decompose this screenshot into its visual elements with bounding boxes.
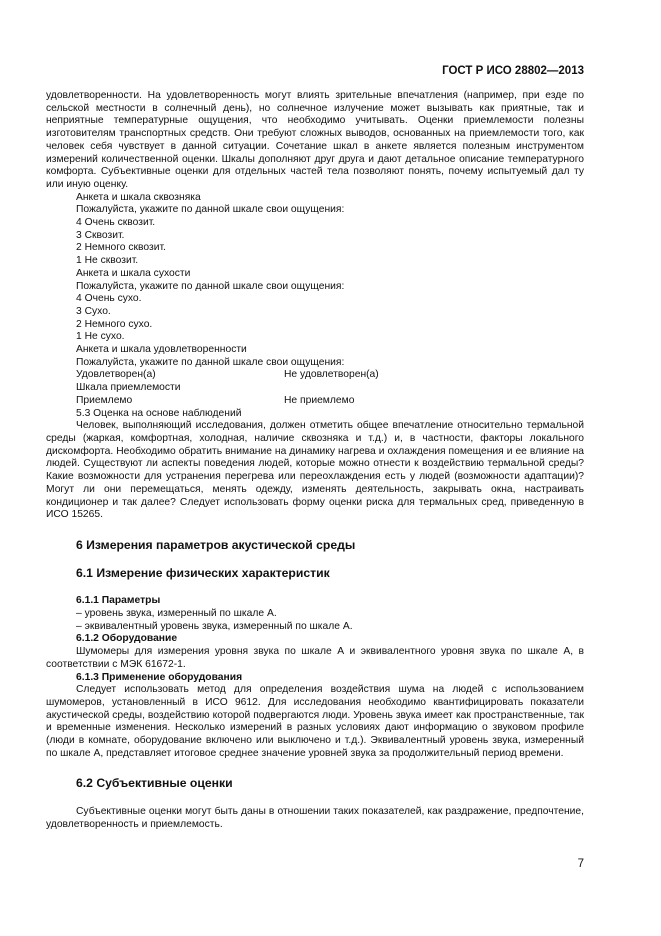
satisfaction-option-unsatisfied: Не удовлетворен(а) bbox=[284, 369, 379, 381]
satisfaction-scale-prompt: Пожалуйста, укажите по данной шкале свои ощущения: bbox=[76, 356, 345, 368]
dryness-scale-item: 4 Очень сухо. bbox=[76, 293, 142, 305]
draft-scale-item: 2 Немного сквозит. bbox=[76, 242, 166, 254]
section-6-2-heading: 6.2 Субъективные оценки bbox=[76, 776, 233, 791]
draft-scale-title: Анкета и шкала сквозняка bbox=[76, 191, 201, 203]
acceptability-option-unacceptable: Не приемлемо bbox=[284, 394, 355, 406]
section-6-1-2-heading: 6.1.2 Оборудование bbox=[76, 633, 178, 645]
section-5-3-heading: 5.3 Оценка на основе наблюдений bbox=[76, 407, 242, 419]
draft-scale-prompt: Пожалуйста, укажите по данной шкале свои ощущения: bbox=[76, 204, 345, 216]
dryness-scale-title: Анкета и шкала сухости bbox=[76, 267, 191, 279]
document-page bbox=[46, 0, 584, 936]
section-5-3-paragraph: Человек, выполняющий исследования, должен отметить общее впечатление относительно термальной среды (жаркая, комфортная, холодная, наличие сквозняка и т.д.) и, в частности, факторы локального дискомфорта. Необходимо обратить внимание на динамику нагрева и охлаждения помещения и ее влияние на людей. Существуют ли аспекты поведения людей, которые можно отнести к воздействию термальной среды? Какие возможности для устранения перегрева или переохлаждения есть у людей (возможности адаптации)? Могут ли они перемещаться, менять одежду, изменять деятельность, закрывать окна, настраивать кондиционер и так далее? Следует использовать форму оценки риска для термальных сред, приведенную в ИСО 15265. bbox=[46, 420, 584, 521]
document-code: ГОСТ Р ИСО 28802—2013 bbox=[442, 65, 584, 77]
acceptability-option-acceptable: Приемлемо bbox=[76, 394, 133, 406]
dryness-scale-item: 1 Не сухо. bbox=[76, 331, 125, 343]
section-6-1-1-heading: 6.1.1 Параметры bbox=[76, 595, 161, 607]
draft-scale-item: 3 Сквозит. bbox=[76, 229, 125, 241]
section-6-1-heading: 6.1 Измерение физических характеристик bbox=[76, 565, 330, 580]
satisfaction-option-satisfied: Удовлетворен(а) bbox=[76, 369, 156, 381]
parameter-item: – уровень звука, измеренный по шкале А. bbox=[76, 608, 277, 620]
acceptability-scale-options bbox=[46, 395, 584, 408]
section-6-heading: 6 Измерения параметров акустической среды bbox=[76, 537, 356, 552]
dryness-scale-item: 2 Немного сухо. bbox=[76, 318, 153, 330]
section-6-1-3-paragraph: Следует использовать метод для определения воздействия шума на людей с использованием шумомеров, установленный в ИСО 9612. Для исследования необходимо квантифицировать показатели акустической среды, воздействию которой подвергаются люди. Уровень звука имеет как пространственные, так и временные изменения. Несколько измерений в разных условиях дают информацию о звуковом профиле (люди в комнате, оборудование включено или выключено и т.д.). Эквивалентный уровень звука, измеренный по шкале А, представляет итоговое среднее значение уровней звука за продолжительный период времени. bbox=[46, 684, 584, 759]
dryness-scale-prompt: Пожалуйста, укажите по данной шкале свои ощущения: bbox=[76, 280, 345, 292]
satisfaction-scale-title: Анкета и шкала удовлетворенности bbox=[76, 344, 247, 356]
satisfaction-scale-options bbox=[46, 369, 584, 382]
document-body bbox=[46, 90, 584, 832]
page-number: 7 bbox=[577, 858, 584, 870]
draft-scale-item: 1 Не сквозит. bbox=[76, 255, 139, 267]
draft-scale-item: 4 Очень сквозит. bbox=[76, 217, 156, 229]
section-6-1-2-paragraph: Шумомеры для измерения уровня звука по шкале А и эквивалентного уровня звука по шкале А, в соответствии с МЭК 61672-1. bbox=[46, 646, 584, 670]
dryness-scale-item: 3 Сухо. bbox=[76, 305, 111, 317]
parameter-item: – эквивалентный уровень звука, измеренный по шкале А. bbox=[76, 620, 353, 632]
section-6-2-paragraph: Субъективные оценки могут быть даны в отношении таких показателей, как раздражение, предпочтение, удовлетворенность и приемлемость. bbox=[46, 806, 584, 830]
acceptability-scale-title: Шкала приемлемости bbox=[76, 382, 181, 394]
section-6-1-3-heading: 6.1.3 Применение оборудования bbox=[76, 671, 243, 683]
intro-paragraph: удовлетворенности. На удовлетворенность могут влиять зрительные впечатления (например, при езде по сельской местности в солнечный день), но солнечное излучение может вызывать как приятные, так и неприятные температурные ощущения, что необходимо учитывать. Оценки приемлемости полезны изготовителям транспортных средств. Они требуют сложных выводов, основанных на приемлемости того, как человек себя чувствует в данной ситуации. Сочетание шкал в анкете является полезным инструментом измерений количественной оценки. Шкалы дополняют друг друга и дают детальное описание температурного комфорта. Субъективные оценки для отдельных частей тела позволяют понять, почему испытуемый дал ту или иную оценку. bbox=[46, 90, 584, 190]
